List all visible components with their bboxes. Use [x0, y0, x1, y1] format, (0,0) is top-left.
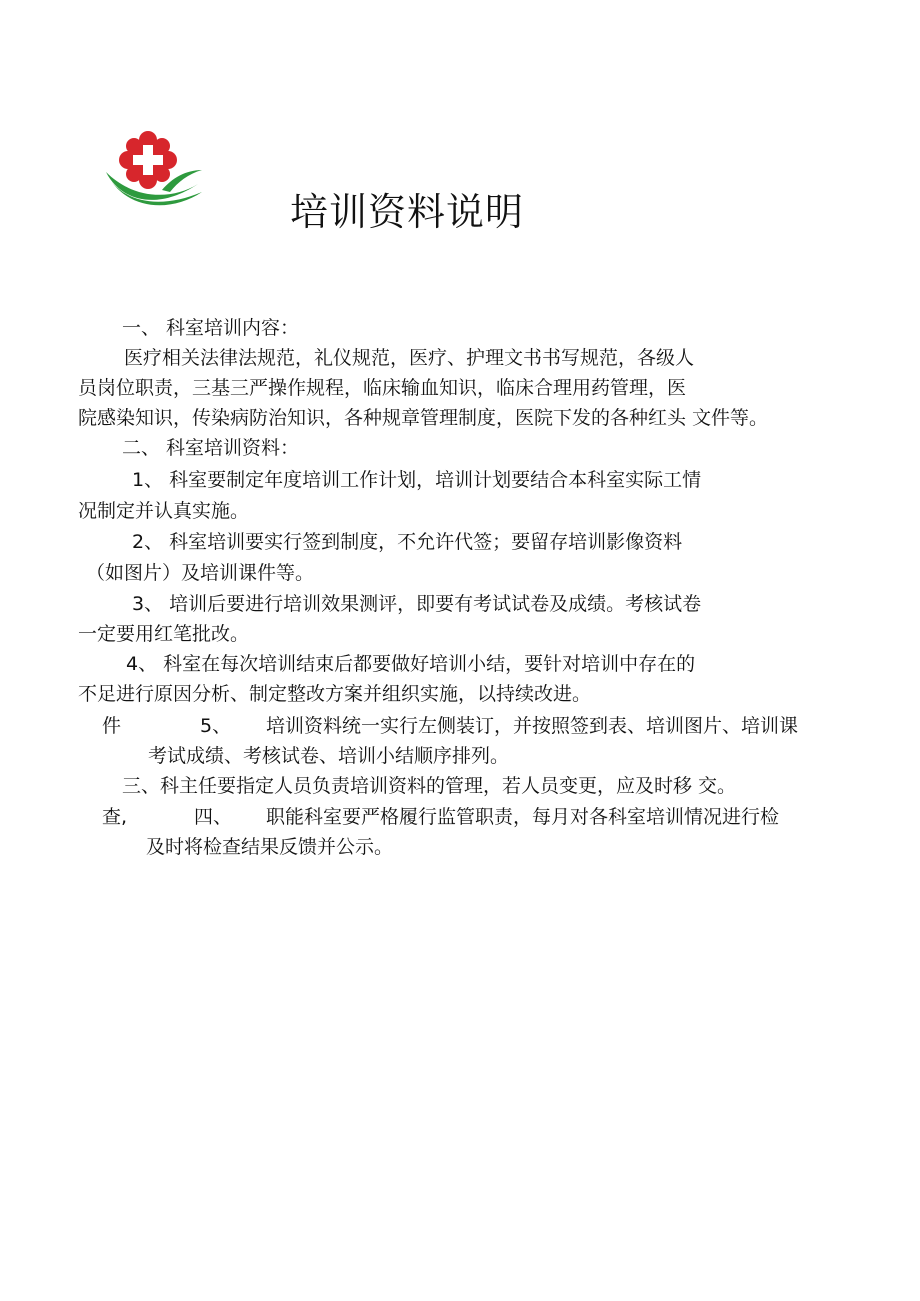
section4-line-1: 职能科室要严格履行监管职责，每月对各科室培训情况进行检 — [266, 806, 780, 828]
section2-heading: 二、 科室培训资料： — [122, 437, 300, 459]
section2-item1-line-2: 况制定并认真实施。 — [78, 500, 250, 522]
section4-side: 查, — [102, 806, 128, 828]
section3-text: 三、科主任要指定人员负责培训资料的管理，若人员变更，应及时移 交。 — [122, 775, 737, 797]
section1-line-2: 员岗位职责，三基三严操作规程，临床输血知识，临床合理用药管理，医 — [78, 377, 687, 399]
section2-item3-line-2: 一定要用红笔批改。 — [78, 623, 250, 645]
section2-item5-line-2: 考试成绩、考核试卷、培训小结顺序排列。 — [148, 745, 510, 767]
section2-item5-side: 件 — [102, 715, 122, 737]
section2-item4-line-2: 不足进行原因分析、制定整改方案并组织实施，以持续改进。 — [78, 683, 592, 705]
section2-item2-line-1: 2、 科室培训要实行签到制度，不允许代签；要留存培训影像资料 — [132, 531, 683, 553]
page-title: 培训资料说明 — [290, 190, 525, 234]
section2-item1-line-1: 1、 科室要制定年度培训工作计划，培训计划要结合本科室实际工情 — [132, 469, 702, 491]
section4-number: 四、 — [194, 806, 233, 828]
section1-heading: 一、 科室培训内容： — [122, 317, 300, 339]
section1-line-1: 医疗相关法律法规范，礼仪规范，医疗、护理文书书写规范，各级人 — [124, 347, 695, 369]
section2-item2-line-2: （如图片）及培训课件等。 — [86, 562, 315, 584]
section4-line-2: 及时将检查结果反馈并公示。 — [146, 836, 394, 858]
section2-item5-line-1: 培训资料统一实行左侧装订，并按照签到表、培训图片、培训课 — [266, 715, 799, 737]
section1-line-3: 院感染知识，传染病防治知识，各种规章管理制度，医院下发的各种红头 文件等。 — [78, 407, 769, 429]
section2-item5-number: 5、 — [200, 715, 232, 737]
hospital-cross-logo-icon — [102, 130, 206, 214]
section2-item4-line-1: 4、 科室在每次培训结束后都要做好培训小结，要针对培训中存在的 — [126, 653, 696, 675]
section2-item3-line-1: 3、 培训后要进行培训效果测评，即要有考试试卷及成绩。考核试卷 — [132, 593, 702, 615]
